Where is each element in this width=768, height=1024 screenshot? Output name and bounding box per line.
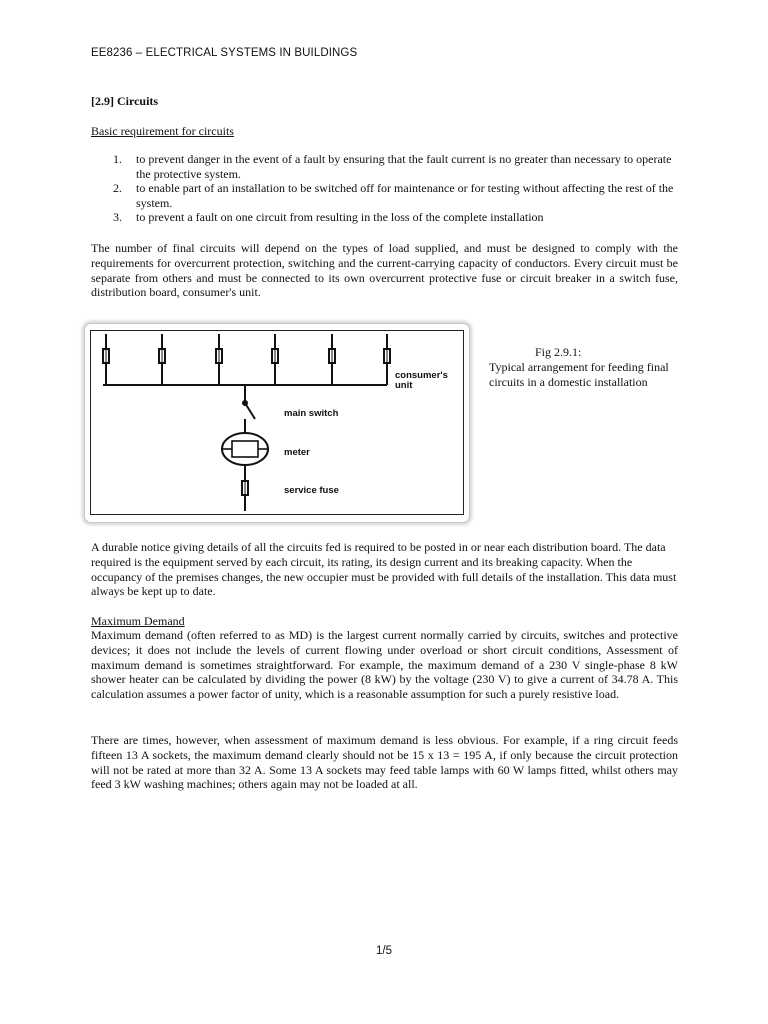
list-item-number: 3. (113, 210, 122, 225)
circuit-figure (84, 323, 470, 523)
list-item-text: to prevent danger in the event of a fault by ensuring that the fault current is no greater than necessary to operate the protective system. (136, 152, 672, 181)
figure-number: Fig 2.9.1: (535, 345, 582, 359)
final-circuit-6 (384, 334, 390, 385)
consumer-unit-label: consumer's (395, 370, 448, 381)
final-circuit-2 (159, 334, 165, 385)
page-number: 1/5 (376, 945, 392, 957)
list-item-text: to prevent a fault on one circuit from resulting in the loss of the complete installation (136, 210, 544, 225)
service-fuse-label: service fuse (284, 485, 339, 496)
final-circuit-4 (272, 334, 278, 385)
final-circuits-paragraph: The number of final circuits will depend on the types of load supplied, and must be designed to comply with the requirements for overcurrent protection, switching and the current-carrying capacity of conductors. Every circuit must be separate from others and must be connected to its own overcurrent protective fuse or circuit breaker in a switch fuse, distribution board, consumer's unit. (91, 241, 678, 300)
notice-paragraph: A durable notice giving details of all the circuits fed is required to be posted in or near each distribution board. The data required is the equipment served by each circuit, its rating, its design current and its breaking capacity. When the occupancy of the premises changes, the new occupier must be provided with full details of the installation. This data must always be kept up to date. (91, 540, 677, 599)
meter-label: meter (284, 447, 310, 458)
requirements-heading: Basic requirement for circuits (91, 124, 234, 138)
max-demand-paragraph-1: Maximum demand (often referred to as MD) is the largest current normally carried by circuits, switches and protective devices; it does not include the levels of current flowing under overload or short circuit conditions, Assessment of maximum demand is sometimes straightforward. For example, the maximum demand of a 230 V single-phase 8 kW shower heater can be calculated by dividing the power (8 kW) by the voltage (230 V) to give a current of 34.78 A. This calculation assumes a power factor of unity, which is a reasonable assumption for such a purely resistive load. (91, 628, 678, 702)
list-item-number: 1. (113, 152, 122, 166)
requirements-list (91, 152, 681, 225)
list-item-text: to enable part of an installation to be switched off for maintenance or for testing without affecting the rest of the system. (136, 181, 674, 210)
main-switch-blade (245, 403, 255, 419)
list-item-number: 2. (113, 181, 122, 196)
circuit-diagram (91, 331, 463, 514)
max-demand-heading: Maximum Demand (91, 614, 185, 628)
section-title: [2.9] Circuits (91, 94, 159, 108)
figure-caption-text: Typical arrangement for feeding final circuits in a domestic installation (489, 359, 669, 389)
circuit-diagram-box (90, 330, 464, 515)
final-circuit-1 (103, 334, 109, 385)
list-item (91, 210, 681, 225)
list-item (91, 181, 681, 210)
final-circuit-5 (329, 334, 335, 385)
list-item (91, 152, 681, 181)
consumer-unit-label-2: unit (395, 380, 413, 391)
main-switch-label: main switch (284, 408, 339, 419)
course-header: EE8236 – ELECTRICAL SYSTEMS IN BUILDINGS (91, 47, 358, 59)
final-circuit-3 (216, 334, 222, 385)
max-demand-paragraph-2: There are times, however, when assessment of maximum demand is less obvious. For example, if a ring circuit feeds fifteen 13 A sockets, the maximum demand clearly should not be 15 x 13 = 195 A, if only because the circuit protection will not be rated at more than 32 A. Some 13 A sockets may feed table lamps with 60 W lamps fitted, whilst others may feed 3 kW washing machines; others again may not be loaded at all. (91, 733, 678, 792)
figure-caption (489, 345, 679, 389)
